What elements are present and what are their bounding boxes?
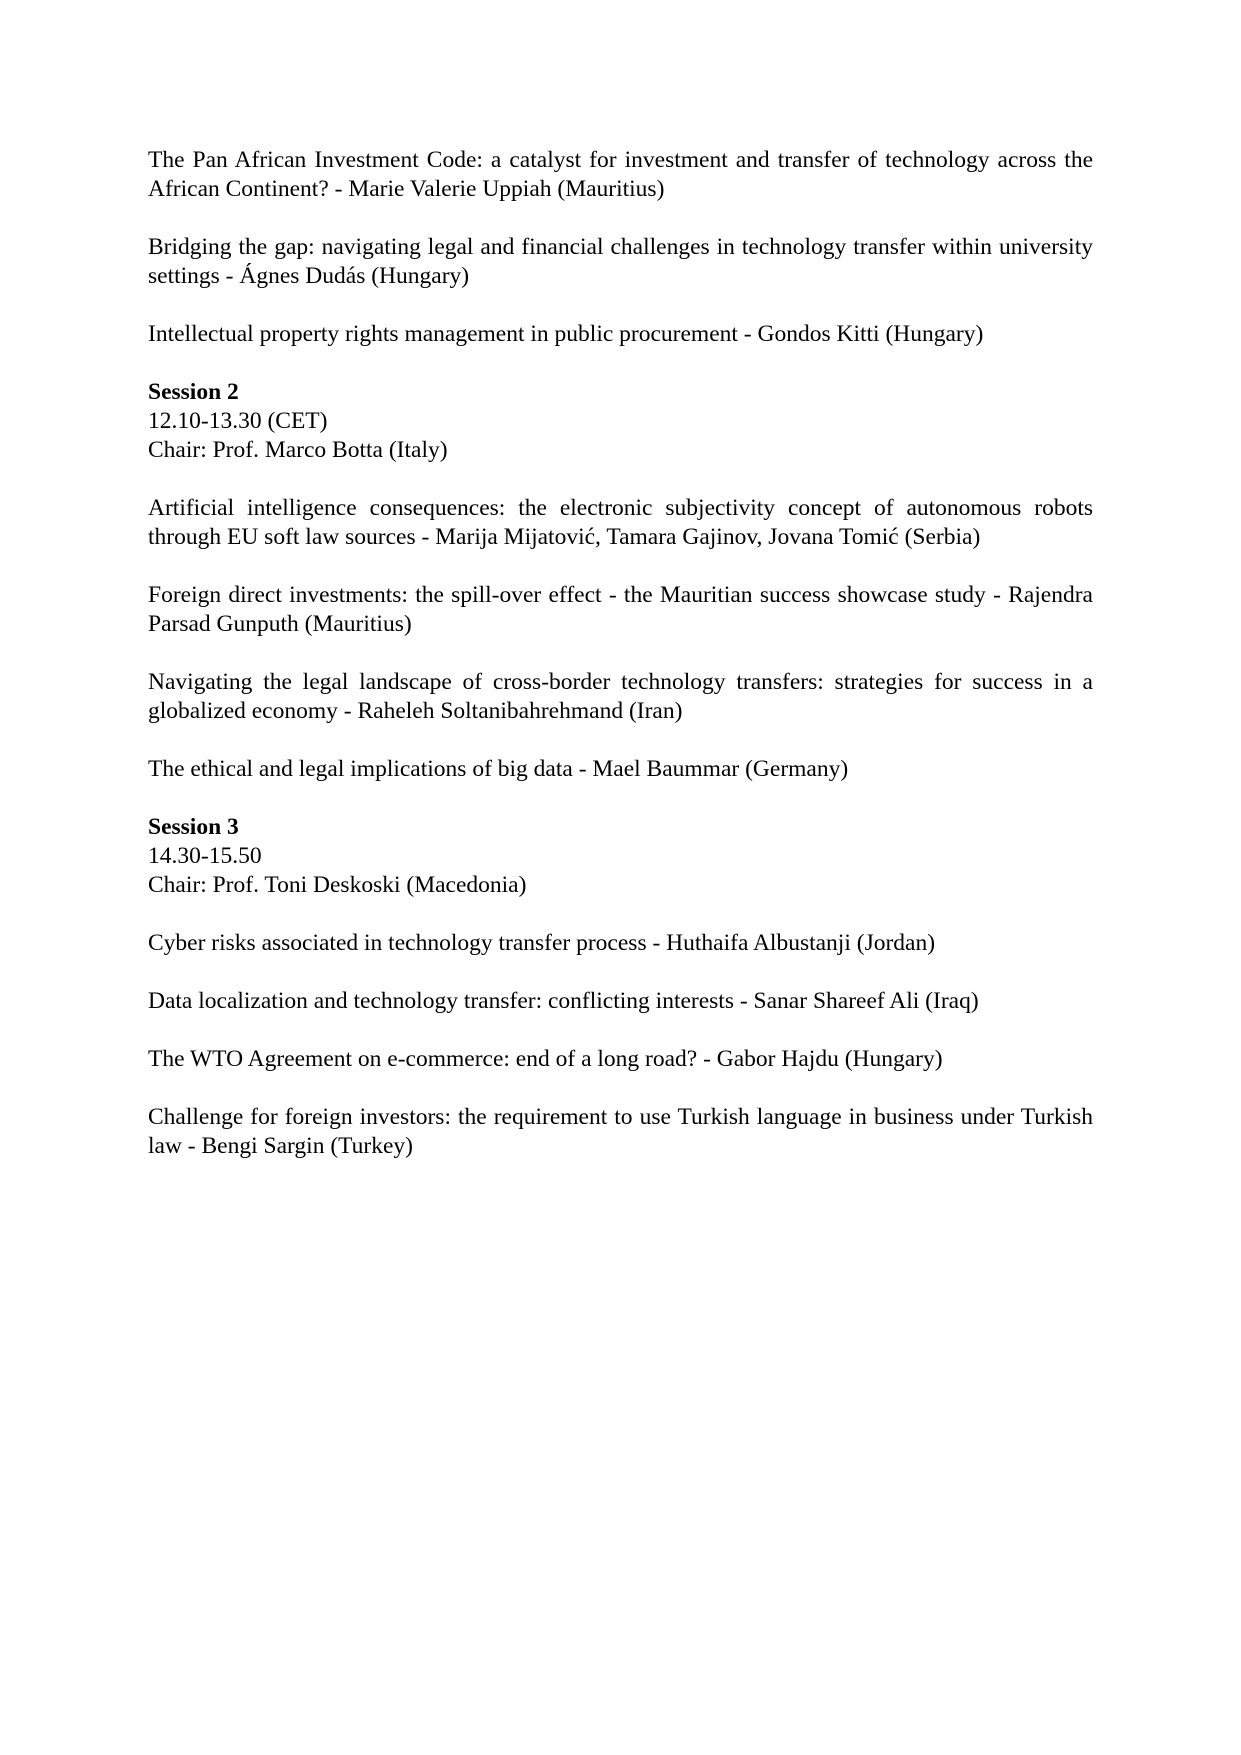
paper-entry: The WTO Agreement on e-commerce: end of a long road? - Gabor Hajdu (Hungary) [148, 1046, 943, 1072]
paper-entry: Challenge for foreign investors: the requirement to use Turkish language in business under Turkish law - Bengi Sargin (Turkey) [148, 1104, 1093, 1159]
session-title: Session 2 [148, 379, 239, 405]
paper-entry: Bridging the gap: navigating legal and financial challenges in technology transfer within university settings - Ágnes Dudás (Hungary) [148, 234, 1093, 289]
session-chair: Chair: Prof. Toni Deskoski (Macedonia) [148, 872, 527, 898]
paper-entry: Intellectual property rights management in public procurement - Gondos Kitti (Hungary) [148, 321, 984, 347]
session-chair: Chair: Prof. Marco Botta (Italy) [148, 437, 448, 463]
paper-entry: The ethical and legal implications of big data - Mael Baummar (Germany) [148, 756, 849, 782]
session-time: 14.30-15.50 [148, 843, 262, 869]
session-header-2 [148, 378, 1093, 465]
session-title: Session 3 [148, 814, 239, 840]
paper-entry: Data localization and technology transfer: conflicting interests - Sanar Shareef Ali (Iraq) [148, 988, 979, 1014]
document-body [148, 146, 1093, 1161]
paper-entry: The Pan African Investment Code: a catalyst for investment and transfer of technology across the African Continent? - Marie Valerie Uppiah (Mauritius) [148, 147, 1093, 202]
paper-entry: Navigating the legal landscape of cross-border technology transfers: strategies for success in a globalized economy - Raheleh Soltanibahrehmand (Iran) [148, 669, 1093, 724]
paper-entry: Artificial intelligence consequences: the electronic subjectivity concept of autonomous robots through EU soft law sources - Marija Mijatović, Tamara Gajinov, Jovana Tomić (Serbia) [148, 495, 1093, 550]
paper-entry: Foreign direct investments: the spill-over effect - the Mauritian success showcase study - Rajendra Parsad Gunputh (Mauritius) [148, 582, 1093, 637]
session-header-3 [148, 813, 1093, 900]
paper-entry: Cyber risks associated in technology transfer process - Huthaifa Albustanji (Jordan) [148, 930, 936, 956]
session-time: 12.10-13.30 (CET) [148, 408, 328, 434]
